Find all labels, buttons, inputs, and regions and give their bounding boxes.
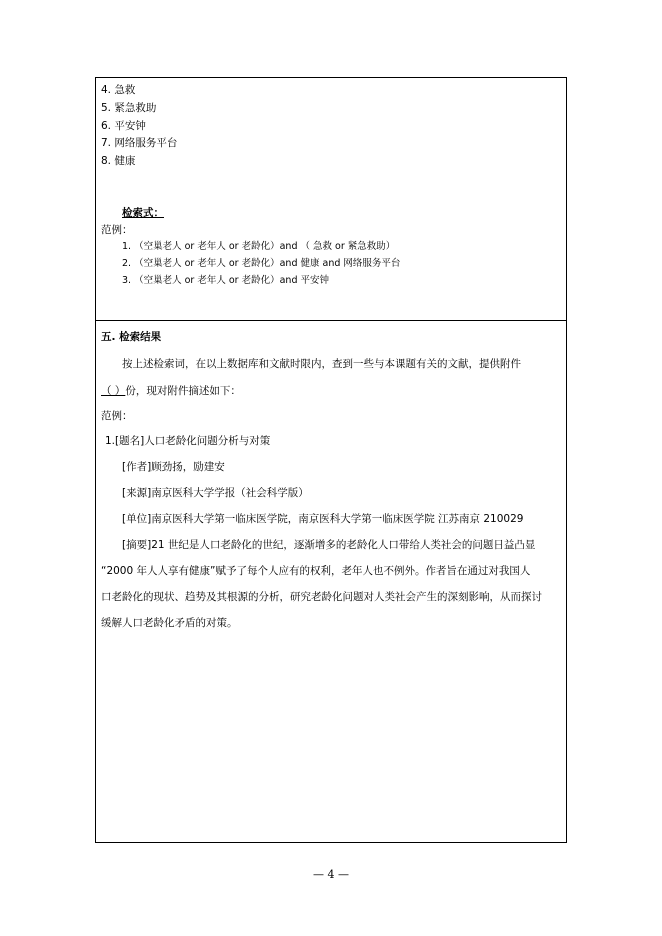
query-line: 1. （空巢老人 or 老年人 or 老龄化）and （ 急救 or 紧急救助） (122, 241, 396, 252)
example-label: 范例： (101, 224, 133, 236)
results-example-label: 范例： (101, 410, 133, 422)
results-heading: 五. 检索结果 (101, 331, 162, 343)
form-table (95, 77, 567, 843)
attachment-count-blank: （ ） (101, 385, 126, 397)
list-item: 5. 紧急救助 (101, 102, 157, 114)
entry-abstract-line: 缓解人口老龄化矛盾的对策。 (101, 617, 238, 629)
list-item: 6. 平安钟 (101, 120, 146, 132)
query-line: 2. （空巢老人 or 老年人 or 老龄化）and 健康 and 网络服务平台 (122, 258, 401, 269)
results-intro-line1: 按上述检索词，在以上数据库和文献时限内，查到一些与本课题有关的文献，提供附件 (122, 358, 521, 370)
list-item: 7. 网络服务平台 (101, 137, 178, 149)
list-item: 8. 健康 (101, 155, 136, 167)
entry-title: 1.[题名]人口老龄化问题分析与对策 (105, 435, 271, 447)
page-number: — 4 — (313, 868, 349, 881)
query-line: 3. （空巢老人 or 老年人 or 老龄化）and 平安钟 (122, 275, 329, 286)
results-cell (96, 321, 566, 842)
entry-unit: [单位]南京医科大学第一临床医学院，南京医科大学第一临床医学院 江苏南京 210029 (122, 513, 524, 525)
list-item: 4. 急救 (101, 84, 136, 96)
search-terms-cell (96, 78, 566, 321)
entry-abstract-line: 口老龄化的现状、趋势及其根源的分析，研究老龄化问题对人类社会产生的深刻影响，从而探讨 (101, 591, 542, 603)
search-heading: 检索式： (122, 207, 164, 219)
results-intro-line2: （ ）份，现对附件摘述如下： (101, 385, 241, 397)
entry-abstract-line: “2000 年人人享有健康”赋予了每个人应有的权利，老年人也不例外。作者旨在通过对我国人 (101, 565, 531, 577)
entry-source: [来源]南京医科大学学报（社会科学版） (122, 487, 309, 499)
entry-author: [作者]顾劲扬，励建安 (122, 461, 225, 473)
entry-abstract-line: [摘要]21 世纪是人口老龄化的世纪，逐渐增多的老龄化人口带给人类社会的问题日益凸显 (122, 539, 536, 551)
